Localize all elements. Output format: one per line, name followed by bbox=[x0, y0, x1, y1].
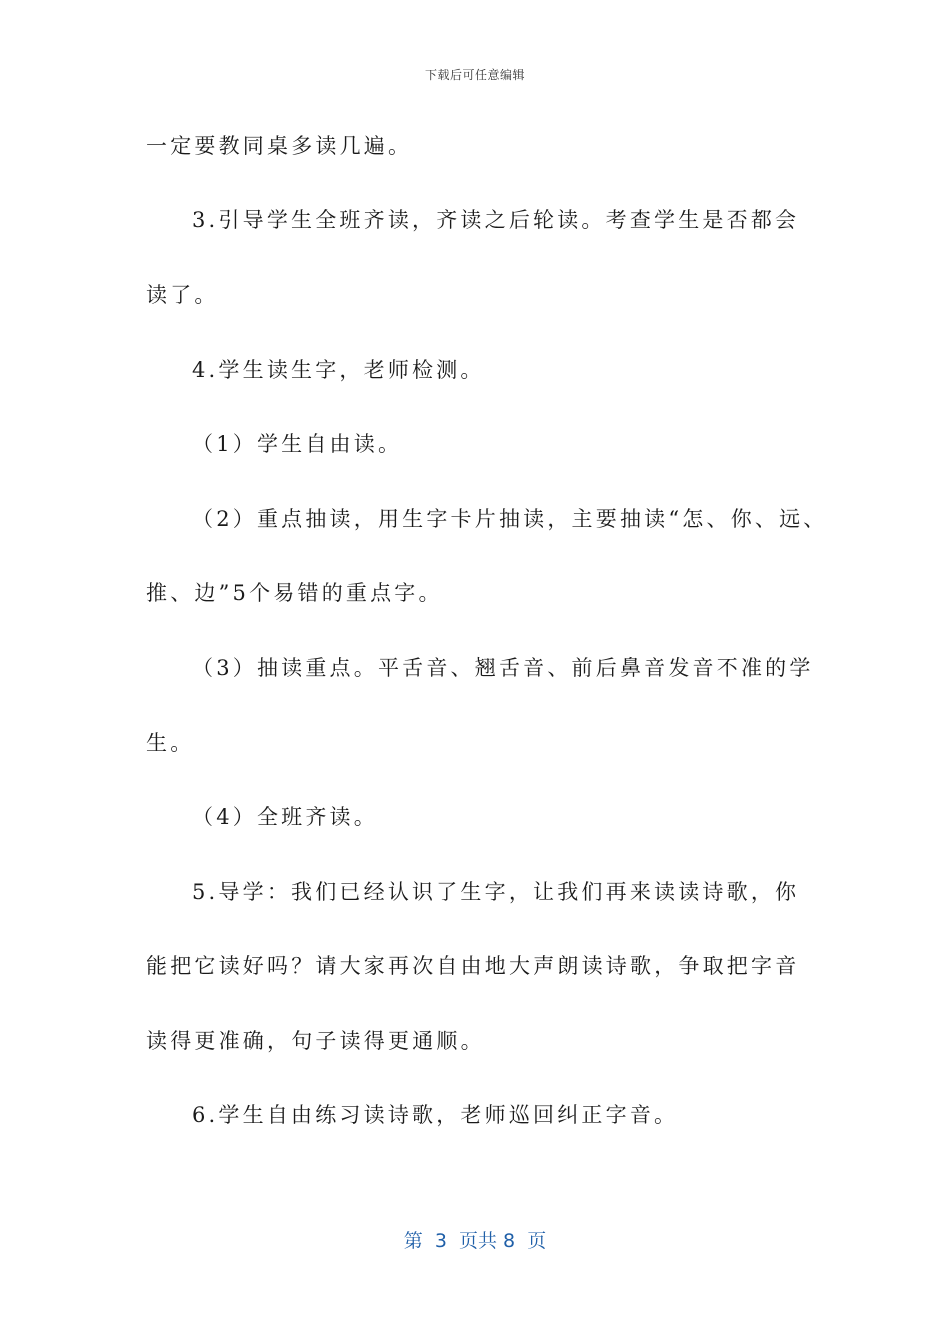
paragraph-line: 6.学生自由练习读诗歌，老师巡回纠正字音。 bbox=[192, 1103, 679, 1127]
paragraph-line: 读得更准确，句子读得更通顺。 bbox=[146, 1029, 485, 1053]
page-header-note: 下载后可任意编辑 bbox=[424, 68, 525, 82]
paragraph-line: （2）重点抽读，用生字卡片抽读，主要抽读“怎、你、远、 bbox=[192, 507, 828, 531]
paragraph-line: 一定要教同桌多读几遍。 bbox=[146, 134, 413, 158]
paragraph-line: 3.引导学生全班齐读，齐读之后轮读。考查学生是否都会 bbox=[192, 208, 800, 232]
paragraph-line: （4）全班齐读。 bbox=[192, 805, 378, 829]
page-number-footer: 第 3 页共 8 页 bbox=[403, 1230, 547, 1252]
paragraph-line: 能把它读好吗？请大家再次自由地大声朗读诗歌，争取把字音 bbox=[146, 954, 800, 978]
paragraph-line: 5.导学：我们已经认识了生字，让我们再来读读诗歌，你 bbox=[192, 880, 800, 904]
paragraph-line: 4.学生读生字，老师检测。 bbox=[192, 358, 485, 382]
paragraph-line: 生。 bbox=[146, 731, 195, 755]
paragraph-line: 推、边”5个易错的重点字。 bbox=[146, 581, 443, 605]
paragraph-line: （3）抽读重点。平舌音、翘舌音、前后鼻音发音不准的学 bbox=[192, 656, 814, 680]
paragraph-line: 读了。 bbox=[146, 283, 219, 307]
paragraph-line: （1）学生自由读。 bbox=[192, 432, 403, 456]
